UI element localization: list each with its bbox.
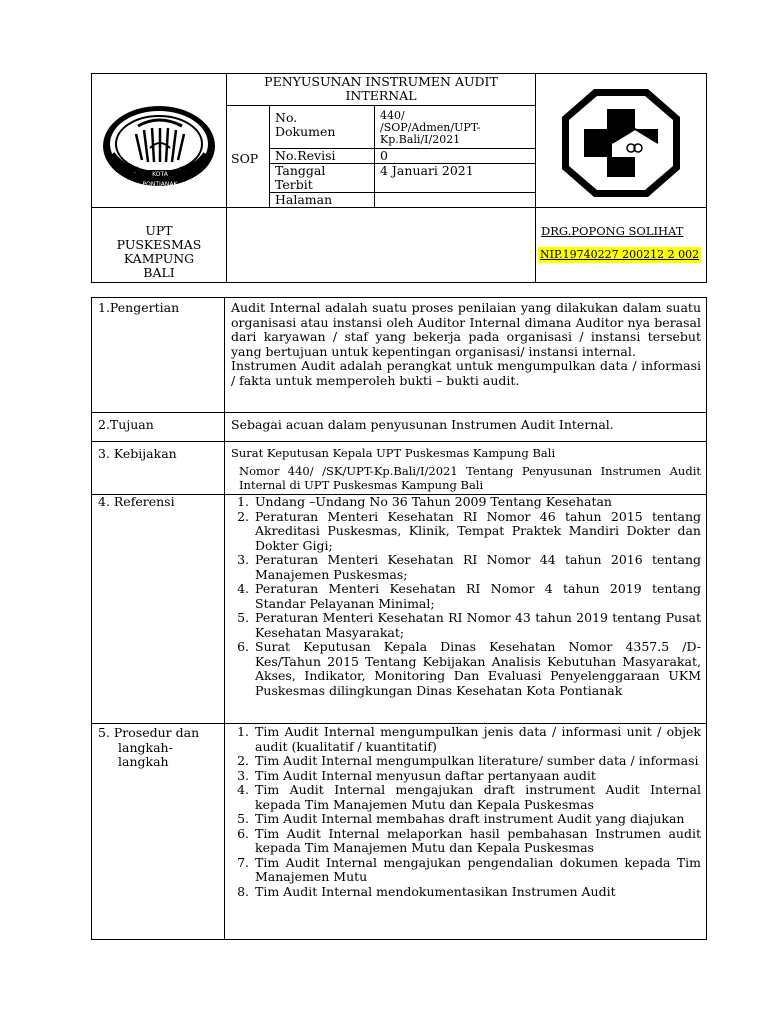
puskesmas-logo	[560, 87, 682, 199]
signer-nip: NIP.19740227 200212 2 002	[540, 248, 700, 261]
document-title	[227, 74, 535, 104]
prosedur-item: 2. Tim Audit Internal mengumpulkan literature/ sumber data / informasi	[253, 754, 701, 769]
pengertian-label: 1.Pengertian	[98, 300, 180, 315]
referensi-item: 5. Peraturan Menteri Kesehatan RI Nomor 43 tahun 2019 tentang Pusat Kesehatan Masyarakat;	[253, 611, 701, 640]
kebijakan-line-2: Nomor 440/ /SK/UPT-Kp.Bali/I/2021 Tentang Penyusunan Instrumen Audit Internal di UPT Puskesmas Kampung Bali	[239, 464, 701, 492]
no-dokumen-value	[380, 110, 480, 146]
document-title-line1: PENYUSUNAN INSTRUMEN AUDIT	[264, 74, 498, 89]
tujuan-text: Sebagai acuan dalam penyusunan Instrumen Audit Internal.	[231, 417, 614, 432]
no-dokumen-value-line1: 440/	[380, 109, 405, 122]
no-dokumen-value-line3: Kp.Bali/I/2021	[380, 133, 461, 146]
referensi-item: 2. Peraturan Menteri Kesehatan RI Nomor 46 tahun 2015 tentang Akreditasi Puskesmas, Klinik, Tempat Praktek Mandiri Dokter dan Dokter Gigi;	[253, 510, 701, 554]
prosedur-label	[98, 726, 199, 770]
divider	[224, 298, 225, 939]
referensi-item: 3. Peraturan Menteri Kesehatan RI Nomor 44 tahun 2016 tentang Manajemen Puskesmas;	[253, 553, 701, 582]
unit-name	[92, 224, 226, 280]
no-revisi-label: No.Revisi	[275, 148, 336, 163]
puskesmas-cross-icon	[560, 87, 682, 199]
no-dokumen-label-line1: No.	[275, 110, 298, 125]
signer-name: DRG.POPONG SOLIHAT	[541, 224, 684, 238]
prosedur-list	[231, 725, 701, 899]
referensi-label: 4. Referensi	[98, 494, 175, 509]
sop-content-table	[91, 297, 707, 940]
divider	[92, 412, 706, 413]
divider	[92, 207, 706, 208]
unit-line3: KAMPUNG	[123, 251, 195, 266]
kebijakan-label: 3. Kebijakan	[98, 446, 177, 461]
prosedur-item: 5. Tim Audit Internal membahas draft instrument Audit yang diajukan	[253, 812, 701, 827]
prosedur-item: 3. Tim Audit Internal menyusun daftar pertanyaan audit	[253, 769, 701, 784]
pengertian-text	[231, 301, 701, 388]
prosedur-item: 6. Tim Audit Internal melaporkan hasil pembahasan Instrumen audit kepada Tim Manajemen Mutu dan Kepala Puskesmas	[253, 827, 701, 856]
prosedur-item: 4. Tim Audit Internal mengajukan draft instrument Audit Internal kepada Tim Manajemen Mutu dan Kepala Puskesmas	[253, 783, 701, 812]
pengertian-paragraph-2: Instrumen Audit adalah perangkat untuk mengumpulkan data / informasi / fakta untuk memperoleh bukti – bukti audit.	[231, 358, 701, 388]
tanggal-label-line2: Terbit	[275, 177, 313, 192]
referensi-list	[231, 495, 701, 698]
unit-line4: BALI	[143, 265, 175, 280]
no-revisi-value: 0	[380, 148, 388, 163]
kota-pontianak-logo	[98, 96, 220, 196]
referensi-item: 4. Peraturan Menteri Kesehatan RI Nomor 4 tahun 2019 tentang Standar Pelayanan Minimal;	[253, 582, 701, 611]
referensi-item: 6. Surat Keputusan Kepala Dinas Kesehatan Nomor 4357.5 /D-Kes/Tahun 2015 Tentang Kebijakan Analisis Kebutuhan Masyarakat, Akses, Indikator, Monitoring Dan Evaluasi Penyelenggaraan UKM Puskesmas dilingkungan Dinas Kesehatan Kota Pontianak	[253, 640, 701, 698]
no-dokumen-label-line2: Dokumen	[275, 124, 336, 139]
tanggal-terbit-value: 4 Januari 2021	[380, 163, 474, 178]
tanggal-terbit-label	[275, 164, 325, 192]
prosedur-label-line3: langkah	[118, 754, 169, 769]
tujuan-label: 2.Tujuan	[98, 417, 154, 432]
no-dokumen-label	[275, 111, 335, 139]
logo-caption: KOTA PONTIANAK	[136, 170, 184, 180]
tanggal-label-line1: Tanggal	[275, 163, 326, 178]
referensi-item: 1. Undang –Undang No 36 Tahun 2009 Tentang Kesehatan	[253, 495, 701, 510]
sop-label: SOP	[231, 151, 259, 166]
prosedur-label-line2: langkah-	[118, 739, 173, 755]
halaman-label: Halaman	[275, 192, 333, 207]
kebijakan-line-1: Surat Keputusan Kepala UPT Puskesmas Kampung Bali	[231, 446, 556, 460]
prosedur-item: 1. Tim Audit Internal mengumpulkan jenis data / informasi unit / objek audit (kualitatif / kuantitatif)	[253, 725, 701, 754]
document-header-table	[91, 73, 707, 283]
document-title-line2: INTERNAL	[345, 88, 417, 103]
divider	[535, 74, 536, 282]
prosedur-item: 8. Tim Audit Internal mendokumentasikan Instrumen Audit	[253, 885, 701, 900]
kebijakan-text	[231, 446, 701, 492]
unit-line2: PUSKESMAS	[116, 237, 202, 252]
no-dokumen-value-line2: /SOP/Admen/UPT-	[380, 121, 481, 134]
unit-line1: UPT	[145, 223, 173, 238]
pengertian-paragraph-1: Audit Internal adalah suatu proses penilaian yang dilakukan dalam suatu organisasi atau instansi oleh Auditor Internal dimana Auditor nya berasal dari karyawan / staf yang bekerja pada organisasi / instansi tersebut yang bertujuan untuk kepentingan organisasi/ instansi internal.	[231, 300, 701, 359]
prosedur-label-line1: 5. Prosedur dan	[98, 725, 200, 740]
divider	[227, 105, 535, 106]
prosedur-item: 7. Tim Audit Internal mengajukan pengendalian dokumen kepada Tim Manajemen Mutu	[253, 856, 701, 885]
divider	[92, 441, 706, 442]
